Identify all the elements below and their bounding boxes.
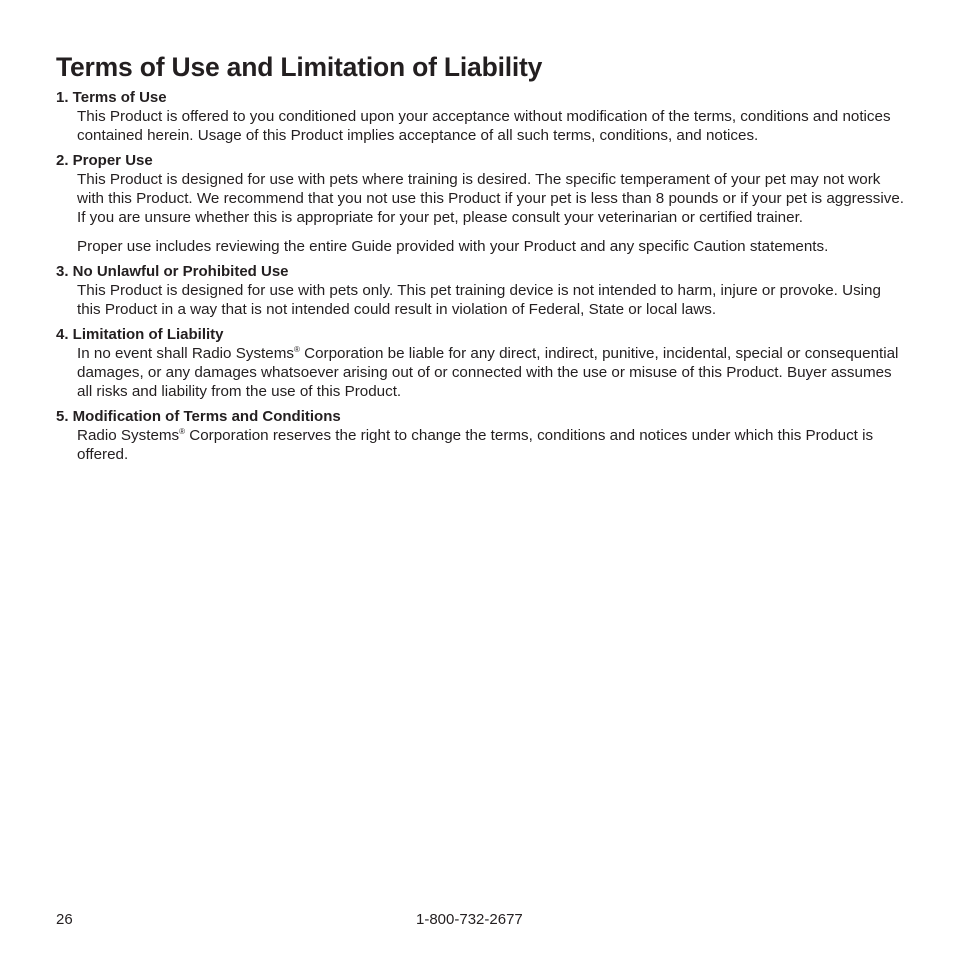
paragraph-text: Radio Systems: [77, 427, 180, 444]
paragraph-text: Corporation reserves the right to change the terms, conditions and notices under which this Product is offered.: [77, 427, 874, 463]
section-paragraph: This Product is designed for use with pets where training is desired. The specific temperament of your pet may not work with this Product. We recommend that you not use this Product if your pet is less than 8 pounds or if your pet is aggressive. If you are unsure whether this is appropriate for your pet, please consult your veterinarian or certified trainer.: [77, 171, 905, 226]
section-paragraph: [77, 426, 906, 464]
section-limitation-of-liability: [56, 325, 906, 401]
section-heading: 5. Modification of Terms and Conditions: [56, 408, 341, 425]
paragraph-text: In no event shall Radio Systems: [77, 345, 294, 362]
section-proper-use: [56, 151, 906, 256]
section-no-unlawful-use: [56, 262, 906, 319]
section-heading: 2. Proper Use: [56, 152, 153, 169]
section-heading: 3. No Unlawful or Prohibited Use: [56, 263, 289, 280]
page-number: 26: [56, 911, 73, 928]
section-body: [56, 281, 906, 319]
support-phone-number: 1-800-732-2677: [416, 911, 523, 928]
section-modification-of-terms: [56, 407, 906, 464]
registered-mark: ®: [293, 344, 300, 354]
section-paragraph: [77, 344, 906, 401]
section-paragraph: Proper use includes reviewing the entire Guide provided with your Product and any specific Caution statements.: [77, 238, 829, 255]
registered-mark: ®: [179, 426, 186, 436]
paragraph-text: Corporation be liable for any direct, indirect, punitive, incidental, special or consequential damages, or any damages whatsoever arising out of or connected with the use or misuse of this Product. Buyer assumes all risks and liability from the use of this Product.: [77, 345, 899, 400]
section-terms-of-use: [56, 88, 906, 145]
section-heading: 1. Terms of Use: [56, 89, 167, 106]
section-body: [56, 426, 906, 464]
section-paragraph: This Product is designed for use with pets only. This pet training device is not intended to harm, injure or provoke. Using this Product in a way that is not intended could result in violation of Federal, State or local laws.: [77, 282, 881, 318]
section-body: [56, 107, 906, 145]
section-body: [56, 344, 906, 401]
section-heading: 4. Limitation of Liability: [56, 326, 224, 343]
section-paragraph: This Product is offered to you conditioned upon your acceptance without modification of the terms, conditions and notices contained herein. Usage of this Product implies acceptance of all such terms, conditions, and notices.: [77, 108, 891, 144]
terms-sections: [56, 88, 906, 470]
page-title: Terms of Use and Limitation of Liability: [56, 52, 543, 82]
section-body: [56, 170, 906, 256]
